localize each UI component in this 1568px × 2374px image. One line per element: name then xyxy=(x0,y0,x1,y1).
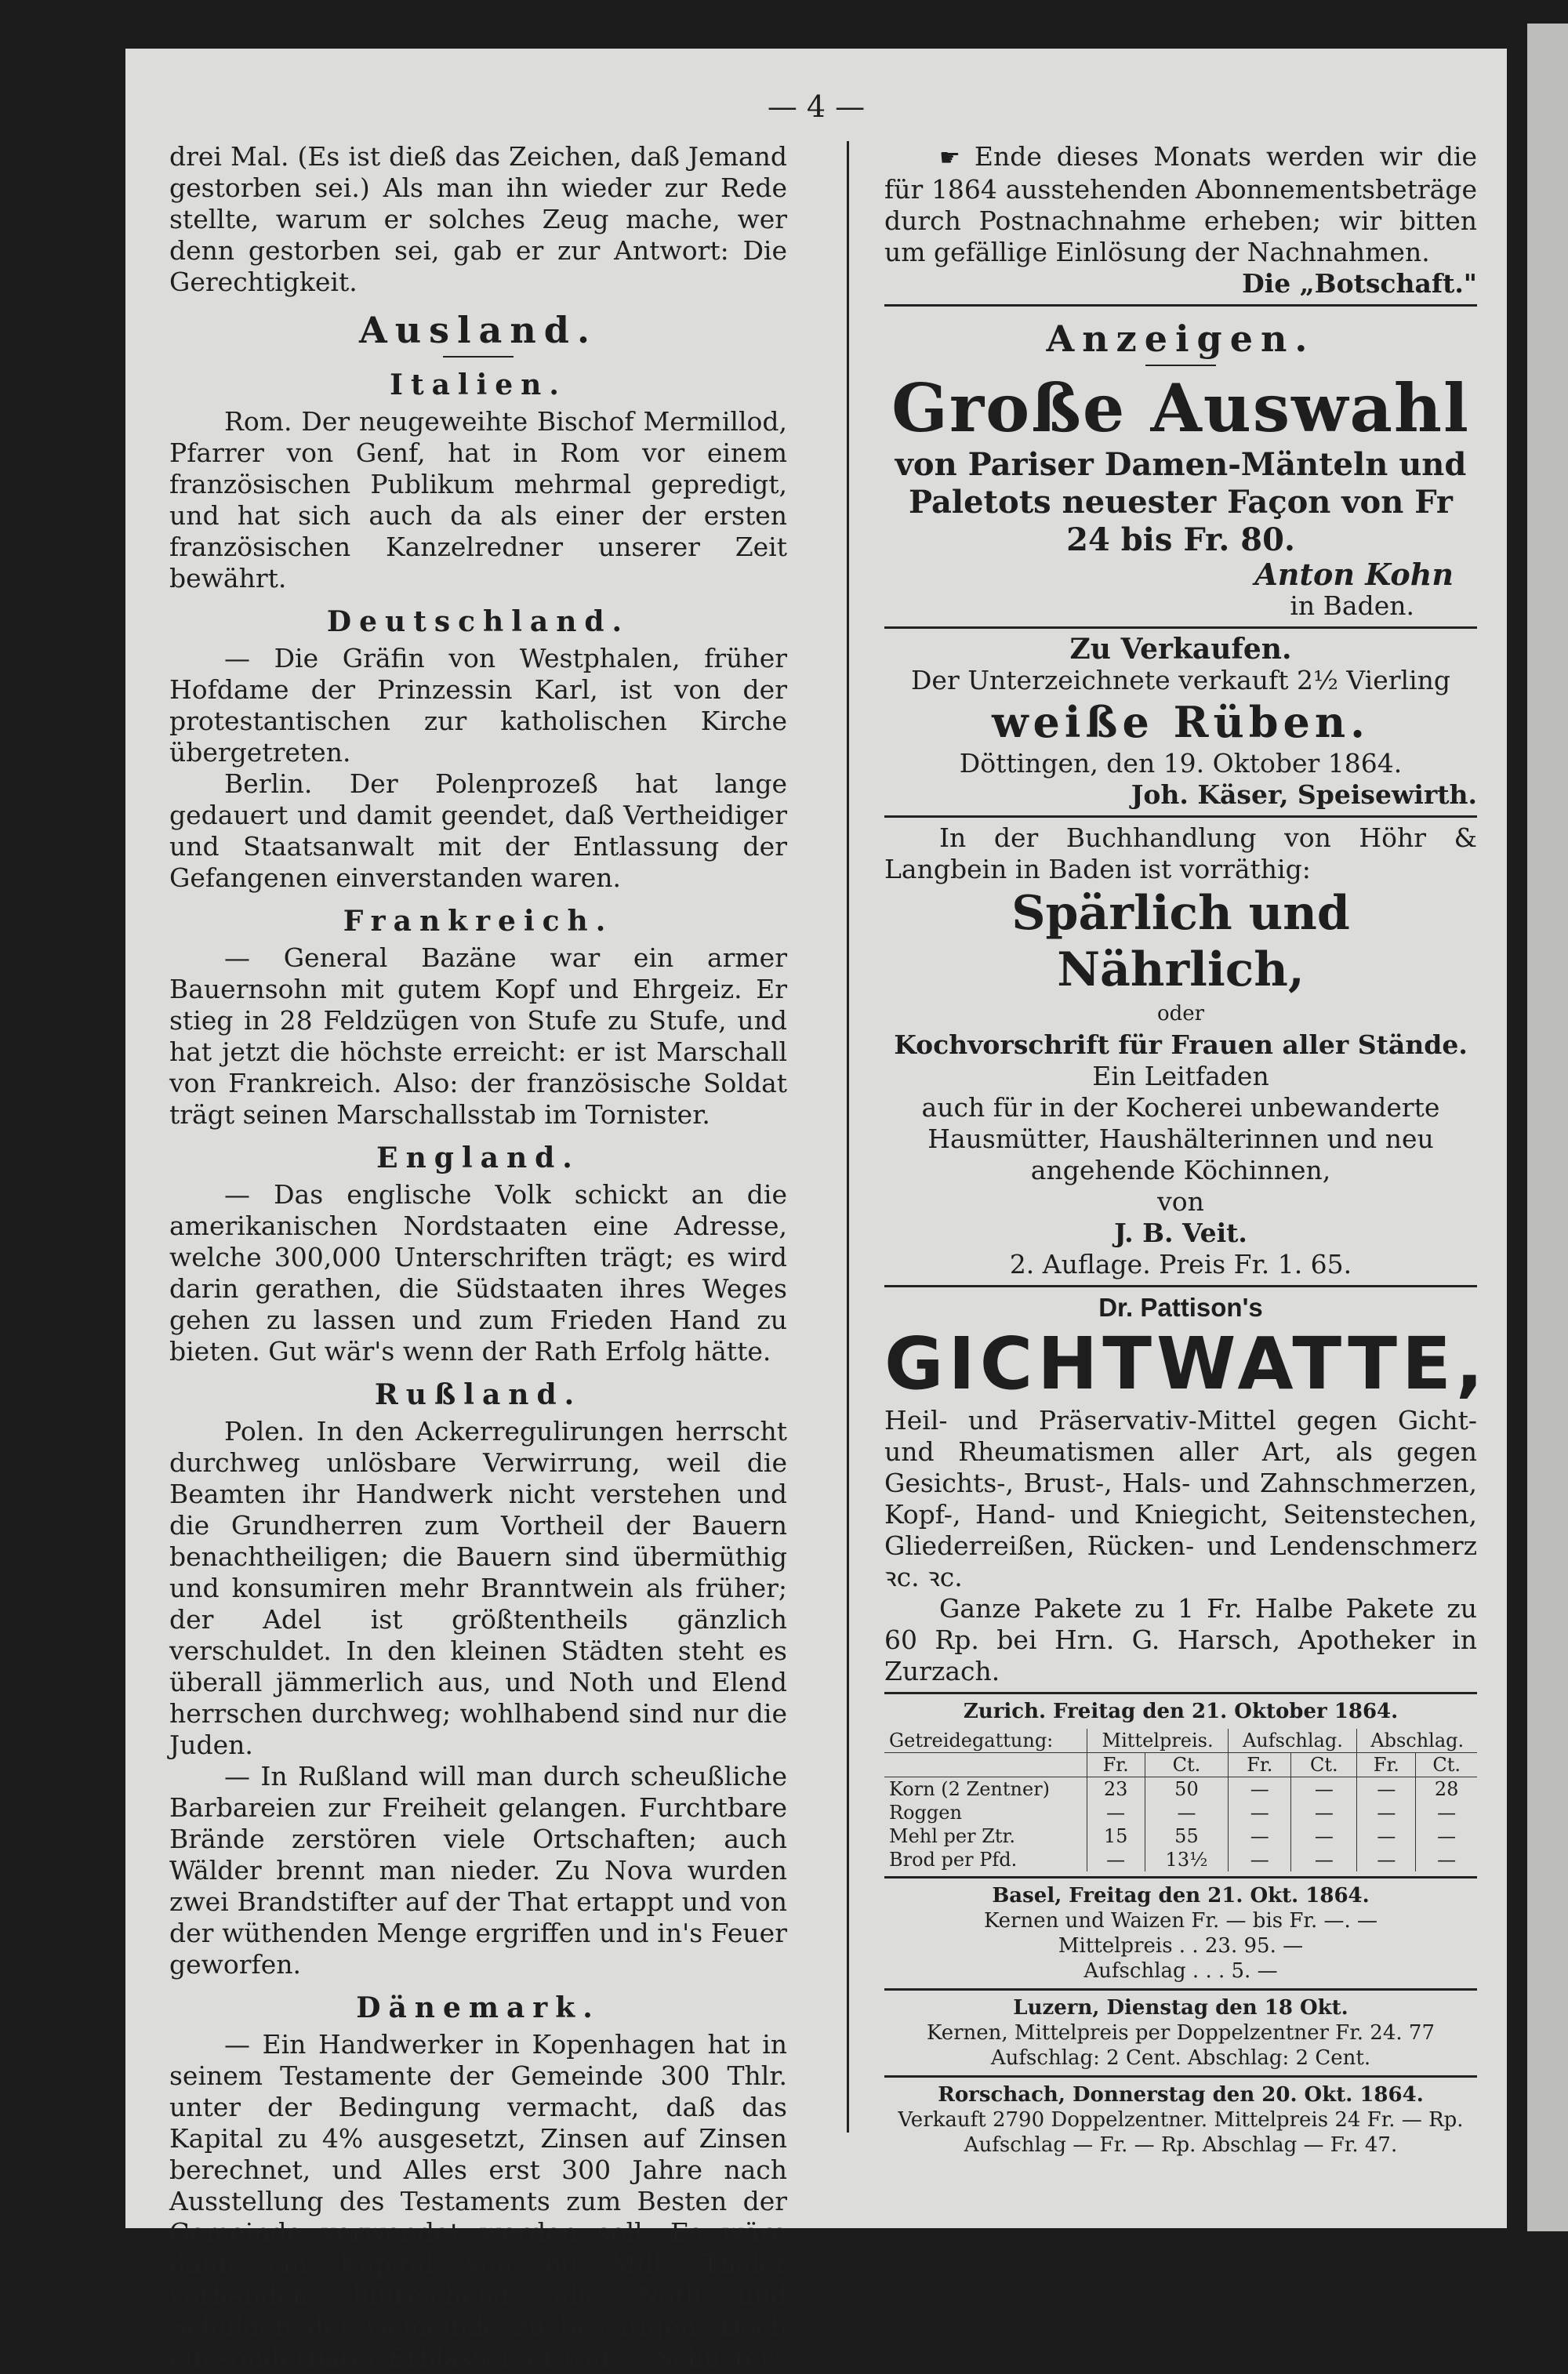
column-divider xyxy=(847,141,849,2133)
price-table-cell: Brod per Pfd. xyxy=(889,1849,1018,1871)
ad-kohn-subline: von Pariser Damen-Mänteln und Paletots neuester Façon von Fr 24 bis Fr. 80. xyxy=(895,446,1467,558)
ad-gicht-big: GICHTWATTE, xyxy=(884,1322,1488,1406)
price-table-header-cell: Getreidegattung: xyxy=(889,1730,1054,1751)
table-row xyxy=(884,1777,1477,1802)
price-table-cell: 13½ xyxy=(1145,1848,1229,1871)
price-table-cell: — xyxy=(1416,1801,1477,1824)
price-table-cell: — xyxy=(1291,1801,1357,1824)
price-table-cell: — xyxy=(1145,1801,1229,1824)
price-table-unit-cell: Fr. xyxy=(1357,1753,1416,1777)
market-zurich-title: Zurich. Freitag den 21. Oktober 1864. xyxy=(963,1700,1399,1723)
market-line: Aufschlag . . . 5. — xyxy=(1083,1959,1278,1983)
divider-rule xyxy=(884,1692,1477,1694)
price-table-cell: — xyxy=(1229,1777,1291,1802)
table-row xyxy=(884,1848,1477,1871)
divider-rule xyxy=(884,1876,1477,1879)
divider-rule xyxy=(884,304,1477,307)
news-paragraph: — In Rußland will man durch scheußliche Barbareien zur Freiheit gelangen. Furchtbare Brände zerstören viele Ortschaften; auch Wälder brennt man nieder. Zu Nova wurden zwei Brandstifter auf der That ertappt und von der wüthenden Menge ergriffen und in's Feuer geworfen. xyxy=(169,1761,787,1980)
price-table-cell: — xyxy=(1291,1824,1357,1848)
ad-kohn-name: Anton Kohn xyxy=(1254,557,1454,592)
news-paragraph: Rom. Der neugeweihte Bischof Mermillod, Pfarrer von Genf, hat in Rom vor einem französischen Publikum mehrmal gepredigt, und hat sich auch da als einer der ersten französischen Kanzelredner unserer Zeit bewährt. xyxy=(169,406,787,594)
price-table-cell: — xyxy=(1357,1824,1416,1848)
price-table-cell: — xyxy=(1229,1801,1291,1824)
market-luzern xyxy=(884,1995,1477,2071)
price-table-header-cell: Abschlag. xyxy=(1357,1729,1477,1753)
table-row xyxy=(884,1824,1477,1848)
market-rorschach xyxy=(884,2082,1477,2158)
price-table xyxy=(884,1729,1477,1871)
ad-gicht-text: Heil- und Präservativ-Mittel gegen Gicht- und Rheumatismen aller Art, als gegen Gesichts-, Brust-, Hals- und Zahnschmerzen, Kopf-, Hand- und Kniegicht, Seitenstechen, Gliederreißen, Rücken- und Lendenschmerz ꝛc. ꝛc. xyxy=(884,1405,1477,1592)
subscription-notice: ☛ Ende dieses Monats werden wir die für 1864 ausstehenden Abonnementsbeträge durch Postnachnahme erheben; wir bitten um gefällige Einlösung der Nachnahmen. xyxy=(884,141,1478,267)
price-table-cell: — xyxy=(1357,1777,1416,1802)
price-table-cell: — xyxy=(1416,1848,1477,1871)
price-table-cell: 28 xyxy=(1416,1777,1477,1802)
price-table-cell: — xyxy=(1291,1848,1357,1871)
price-table-cell: — xyxy=(1087,1801,1145,1824)
price-table-cell: — xyxy=(1087,1848,1145,1871)
ad-book-oder: oder xyxy=(1156,1002,1205,1025)
market-line: Aufschlag: 2 Cent. Abschlag: 2 Cent. xyxy=(990,2046,1371,2070)
price-table-cell: — xyxy=(1229,1824,1291,1848)
ad-book-intro: In der Buchhandlung von Höhr & Langbein in Baden ist vorräthig: xyxy=(884,822,1477,884)
market-line: Basel, Freitag den 21. Okt. 1864. xyxy=(992,1884,1370,1908)
ad-book-audience: auch für in der Kocherei unbewanderte Hausmütter, Haushälterinnen und neu angehende Köchinnen, xyxy=(921,1092,1440,1185)
ad-kohn xyxy=(884,371,1477,622)
ad-book xyxy=(884,822,1477,1280)
ad-rueben-sign: Joh. Käser, Speisewirth. xyxy=(1131,779,1477,810)
page-number: — 4 — xyxy=(767,89,866,124)
heading-rule xyxy=(1145,365,1216,366)
price-table-unit-cell: Fr. xyxy=(1087,1753,1145,1777)
section-heading: Frankreich. xyxy=(343,905,614,938)
section-heading: Rußland. xyxy=(374,1378,583,1411)
price-table-cell: Mehl per Ztr. xyxy=(889,1825,1015,1847)
news-sections xyxy=(169,368,787,2374)
ad-book-leitfaden: Ein Leitfaden xyxy=(1092,1061,1269,1091)
market-line: Verkauft 2790 Doppelzentner. Mittelpreis 24 Fr. — Rp. xyxy=(898,2108,1464,2132)
price-table-cell: Korn (2 Zentner) xyxy=(889,1778,1051,1800)
anzeigen-heading: Anzeigen. xyxy=(1046,318,1316,360)
pointing-hand-icon: ☛ xyxy=(939,144,975,172)
market-line: Kernen und Waizen Fr. — bis Fr. —. — xyxy=(983,1909,1378,1933)
ad-rueben-line: Der Unterzeichnete verkauft 2½ Vierling xyxy=(910,665,1451,695)
price-table-header-cell: Aufschlag. xyxy=(1229,1729,1357,1753)
table-row xyxy=(884,1801,1477,1824)
ad-gicht-price: Ganze Pakete zu 1 Fr. Halbe Pakete zu 60 Rp. bei Hrn. G. Harsch, Apotheker in Zurzach. xyxy=(884,1593,1477,1686)
market-line: Kernen, Mittelpreis per Doppelzentner Fr. 24. 77 xyxy=(926,2021,1436,2045)
price-table-cell: — xyxy=(1229,1848,1291,1871)
left-column xyxy=(169,141,787,2374)
ad-rueben-big: weiße Rüben. xyxy=(992,697,1370,747)
news-paragraph: Polen. In den Ackerregulirungen herrscht durchweg unlösbare Verwirrung, weil die Beamten ihr Handwerk nicht verstehen und die Grundherren zum Vortheil der Bauern benachtheiligen; die Bauern sind übermüthig und konsumiren mehr Branntwein als früher; der Adel ist größtentheils gänzlich verschuldet. In den kleinen Städten steht es überall jämmerlich aus, und Noth und Elend herrschen durchweg; wohlhabend sind nur die Juden. xyxy=(169,1416,787,1760)
market-line: Mittelpreis . . 23. 95. — xyxy=(1058,1934,1304,1958)
right-column xyxy=(884,141,1488,2158)
price-table-cell: — xyxy=(1291,1777,1357,1802)
price-table-units xyxy=(884,1753,1477,1777)
news-paragraph: Berlin. Der Polenprozeß hat lange gedauert und damit geendet, daß Vertheidiger und Staatsanwalt mit der Entlassung der Gefangenen einverstanden waren. xyxy=(169,768,787,893)
ad-gicht-doctor: Dr. Pattison's xyxy=(1098,1293,1263,1322)
adjacent-page-edge xyxy=(1527,24,1568,2231)
divider-rule xyxy=(884,1988,1477,1991)
ausland-heading: Ausland. xyxy=(359,309,597,351)
price-table-cell: 55 xyxy=(1145,1824,1229,1848)
price-table-unit-cell: Fr. xyxy=(1229,1753,1291,1777)
ad-rueben-head: Zu Verkaufen. xyxy=(1069,633,1292,666)
ad-rueben xyxy=(884,633,1477,811)
price-table-header xyxy=(884,1729,1477,1753)
price-table-cell: — xyxy=(1416,1824,1477,1848)
market-line: Luzern, Dienstag den 18 Okt. xyxy=(1013,1996,1348,2020)
price-table-cell: Roggen xyxy=(889,1802,962,1824)
ad-rueben-date: Döttingen, den 19. Oktober 1864. xyxy=(959,748,1403,779)
section-heading: England. xyxy=(376,1142,580,1174)
price-table-unit-cell: Ct. xyxy=(1416,1753,1477,1777)
section-heading: Italien. xyxy=(390,368,567,401)
news-paragraph: — Ein Handwerker in Kopenhagen hat in seinem Testamente der Gemeinde 300 Thlr. unter der Bedingung vermacht, daß das Kapital zu 4% ausgesetzt, Zinsen auf Zinsen berechnet, und Alles erst 300 Jahre nach Ausstellung des Testaments zum Besten der Gemeinde verwendet werden soll. Es wäre dann ein Kapital von 80 Mill. Thaler vorhanden, hinreichend, alle Noth und Schulden der Gemeinde zu beseitigen. Doch ein sonderbarer Erblasser, er war — Schuster! xyxy=(169,2029,787,2373)
market-zurich xyxy=(884,1699,1477,1871)
price-table-cell: 15 xyxy=(1087,1824,1145,1848)
price-table-cell: 23 xyxy=(1087,1777,1145,1802)
intro-paragraph: drei Mal. (Es ist dieß das Zeichen, daß Jemand gestorben sei.) Als man ihn wieder zur Rede stellte, warum er solches Zeug mache, wer denn gestorben sei, gab er zur Antwort: Die Gerechtigkeit. xyxy=(169,141,787,297)
section-heading: Dänemark. xyxy=(356,1991,601,2024)
price-table-cell: — xyxy=(1357,1848,1416,1871)
market-line: Aufschlag — Fr. — Rp. Abschlag — Fr. 47. xyxy=(964,2133,1398,2157)
price-table-unit-cell: Ct. xyxy=(1145,1753,1229,1777)
market-basel xyxy=(884,1883,1477,1984)
divider-rule xyxy=(884,626,1477,629)
ad-book-von: von xyxy=(1157,1186,1204,1217)
market-line: Rorschach, Donnerstag den 20. Okt. 1864. xyxy=(938,2083,1424,2107)
news-paragraph: — Die Gräfin von Westphalen, früher Hofdame der Prinzessin Karl, ist von der protestantischen zur katholischen Kirche übergetreten. xyxy=(169,643,787,768)
divider-rule xyxy=(884,1285,1477,1287)
ad-kohn-headline: Große Auswahl xyxy=(891,369,1470,447)
price-table-unit-cell: Ct. xyxy=(1291,1753,1357,1777)
section-heading: Deutschland. xyxy=(326,605,630,638)
divider-rule xyxy=(884,815,1477,818)
ad-book-author: J. B. Veit. xyxy=(1114,1218,1247,1248)
ad-kohn-place: in Baden. xyxy=(1290,590,1414,621)
price-table-unit-cell xyxy=(884,1753,1087,1777)
ad-gichtwatte xyxy=(884,1292,1488,1687)
price-table-header-cell: Mittelpreis. xyxy=(1087,1729,1229,1753)
ad-book-title: Spärlich und Nährlich, xyxy=(1011,886,1350,997)
divider-rule xyxy=(884,2075,1477,2078)
ad-book-subtitle: Kochvorschrift für Frauen aller Stände. xyxy=(894,1029,1468,1060)
price-table-cell: — xyxy=(1357,1801,1416,1824)
ad-book-edition: 2. Auflage. Preis Fr. 1. 65. xyxy=(1009,1249,1352,1280)
news-paragraph: — Das englische Volk schickt an die amerikanischen Nordstaaten eine Adresse, welche 300,000 Unterschriften trägt; es wird darin gerathen, die Südstaaten ihres Weges gehen zu lassen und zum Frieden Hand zu bieten. Gut wär's wenn der Rath Erfolg hätte. xyxy=(169,1179,787,1367)
news-paragraph: — General Bazäne war ein armer Bauernsohn mit gutem Kopf und Ehrgeiz. Er stieg in 28 Feldzügen von Stufe zu Stufe, und hat jetzt die höchste erreicht: er ist Marschall von Frankreich. Also: der französische Soldat trägt seinen Marschallsstab im Tornister. xyxy=(169,942,787,1130)
notice-signature: Die „Botschaft." xyxy=(1242,268,1477,299)
newspaper-page xyxy=(125,49,1507,2373)
price-table-cell: 50 xyxy=(1145,1777,1229,1802)
heading-rule xyxy=(443,356,514,358)
